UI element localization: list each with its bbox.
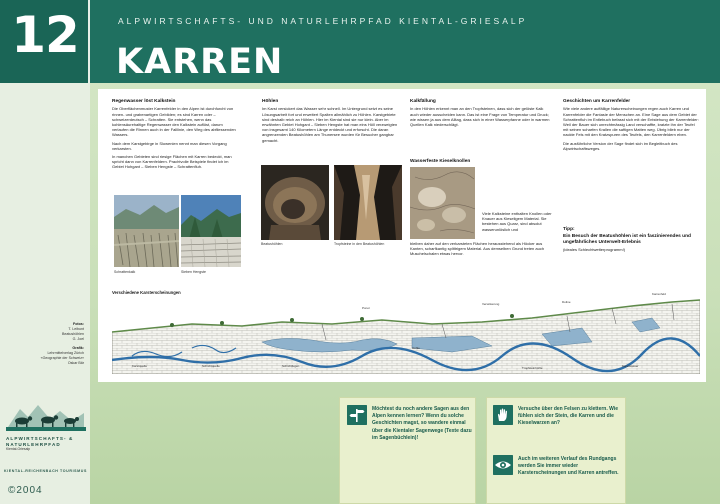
- caption-sieben-hengste: Sieben Hengste: [181, 270, 206, 274]
- paragraph: Wie viele andere auffällige Naturerscheinungen regen auch Karren und Karrenfelder die Fantasie der Menschen an. Eine Sage aus dem Gebiet der Schrattenfluh im Entlebuch befasst sich mit der Entstehung der Karrenfelder: Weil der Bauer sich unrechtmässig Land verschaffte, kratzte ihn der Teufel mit seinen scharfen Krallen die saftigen Matten weg. Übrig blieb nur der nackte Fels mit den Kratzspuren des Teufels, den Karrenfeldern eben.: [563, 106, 699, 138]
- page-title: KARREN: [116, 42, 284, 82]
- tip-heading: Tipp:: [563, 227, 575, 232]
- heading-limestone: Regenwasser löst Kalkstein: [112, 99, 176, 104]
- label-karstwasser: Karstwasser: [622, 364, 639, 368]
- graphics-label: Grafik:: [72, 346, 84, 350]
- paragraph: Im Karst versickert das Wasser sehr schnell. Im Untergrund setzt es seine Lösungsarbeit fort und erweitert Spalten allmählich zu Höhlen. Karstgebiete sind deshalb reich an Höhlen. Hier im Kiental sind sie nur klein. Aber im erwähnten Gebiet Hohgant – Sieben Hengste hat man eins Höll verzweigten von insgesamt 140 Kilometern Länge entdeckt und erforscht. Die daran angrenzenden Beatushöhlen am Thunersee wurden für Besucher gangbar gemacht.: [262, 106, 398, 143]
- photo-tropfsteine: [334, 165, 402, 240]
- label-schichtfugen: Schichtfugen: [282, 364, 300, 368]
- graphics-credit: Oskar Bär: [67, 361, 84, 365]
- tip-note: (ideales Schlechtwetterprogramm!): [563, 247, 626, 253]
- tip-text: Ein Besuch der Beatushöhlen ist ein faszinierendes und ungefährliches Unterwelt-Erlebnis: [563, 234, 691, 245]
- graphics-credit: Lehrmittelverlag Zürich: [47, 351, 84, 355]
- heading-stories: Geschichten um Karrenfelder: [563, 99, 631, 104]
- board-number: 12: [11, 6, 79, 64]
- logo-line3: Kiental-Griesalp: [6, 447, 31, 451]
- label-tropfsteinhoehle: Tropfsteinhöhle: [522, 366, 543, 370]
- label-ponor: Ponor: [362, 306, 371, 310]
- photo-sieben-hengste: [181, 195, 241, 267]
- signpost-icon: [347, 405, 367, 425]
- column-limestone: [112, 99, 240, 173]
- info-text-verlauf: Auch im weiteren Verlauf des Rundgangs werden Sie immer wieder Karsterscheinungen und Karren antreffen.: [518, 456, 619, 477]
- info-text-klettern: Versuche über den Felsen zu klettern. Wie fühlen sich der Stein, die Karren und die Kieselwarzen an?: [518, 406, 618, 427]
- column-caves: [262, 99, 398, 146]
- photo-credit: T. Leibunt: [68, 327, 84, 331]
- label-schichtquelle: Schichtquelle: [202, 364, 220, 368]
- photos-label: Fotos:: [73, 322, 84, 326]
- tip-block: [563, 227, 701, 255]
- content-panel: [98, 89, 706, 382]
- label-doline: Doline: [562, 300, 571, 304]
- caption-beatushoehlen: Beatushöhlen: [261, 242, 283, 246]
- kieselknollen-bottom-text: [410, 241, 556, 260]
- photo-beatushoehlen: [261, 165, 329, 240]
- trail-title: ALPWIRTSCHAFTS- UND NATURLEHRPFAD KIENTAL-GRIESALP: [118, 16, 528, 26]
- paragraph: In manchen Gebieten sind riesige Flächen mit Karren bedeckt, man spricht dann von Karrenfeldern. Prachtvolle Beispiele findet ich im Gebiet Hohgant – Sieben Hengste – Schrattenfluh.: [112, 154, 232, 170]
- cross-section-diagram: [112, 298, 700, 374]
- hand-icon: [493, 405, 513, 425]
- paragraph: Die ausführliche Version der Sage findet sich im Begleitbuch des Alpwirtschaftsweges.: [563, 140, 678, 151]
- photo-schrattenkalk: [114, 195, 179, 267]
- kieselknollen-side-text: [482, 211, 554, 235]
- column-calcite: [410, 99, 552, 130]
- label-hoehle: Höhle: [412, 346, 420, 350]
- heading-calcite: Kalkfällung: [410, 99, 436, 104]
- label-karstquelle: Karstquelle: [132, 364, 148, 368]
- trail-logo: [6, 397, 86, 451]
- board-number-box: [0, 0, 90, 83]
- eye-icon: [493, 455, 513, 475]
- column-stories: [563, 99, 701, 154]
- info-text-sagen: Möchtest du noch andere Sagen aus den Alpen kennen lernen? Wenn du solche Geschichten magst, so wandere einmal über die Kientaler Sagenwege (Texte dazu im Sagenbüchlein)!: [372, 406, 472, 441]
- paragraph: Die Oberflächenmuster Karrenfelder in den Alpen ist durchfurcht von rinnen- und grabenartigen Gebilden; es sind Karren oder – schweizerdeutsch – Schratten. Sie entstehen, wenn das kohlensäurehaltige Regenwasser den Kalkstein auflöst, darum verlaufen die Rinnen auch in der Falllinie, den Weg des abfliessenden Wassers.: [112, 106, 236, 138]
- heading-caves: Höhlen: [262, 99, 279, 104]
- paragraph: In den Höhlen erkennt man an den Tropfsteinen, dass sich der gelöste Kalk auch wieder ausscheiden kann. Das ist eine Frage von Temperatur und Druck; wie wissen ja aus dem Alltag, dass sich in einer Wasserpfanne oder in warmen Quellen Kalk niederschlägt.: [410, 106, 550, 128]
- label-versickerung: Versickerung: [482, 302, 500, 306]
- paragraph: Viele Kalksteine enthalten Knollen oder Knauer aus Kieseligem Material. Sie bestehen aus Quarz, sind absolut wasserunlöslich und: [482, 211, 552, 232]
- paragraph: bleiben daher auf den verkarsteten Flächen herausstehend als Höcker aus Kanten, scharfkantig splittrigem Material. Aus demselben Grund treten auch Muschelschalen etwas hervor.: [410, 241, 545, 257]
- info-box-sagen: [339, 397, 476, 504]
- photo-credit: G. Joel: [72, 337, 84, 341]
- paragraph: Nach dem Karstgebirge in Slowenien nennt man diesen Vorgang verkarsten.: [112, 140, 227, 151]
- karst-cross-section: [112, 290, 700, 374]
- heading-kieselknollen: Wasserfeste Kieselknollen: [410, 159, 471, 164]
- header-band: [0, 0, 720, 83]
- label-karrenfeld: Karrenfeld: [652, 292, 666, 296]
- photo-credit: Beatushöhlen: [62, 332, 84, 336]
- logo-line2: NATURLEHRPFAD: [6, 441, 61, 447]
- logo-cows-icon: [6, 397, 86, 431]
- credits: [4, 322, 84, 366]
- cross-section-title: Verschiedene Karsterscheinungen: [112, 290, 181, 295]
- graphics-credit: «Geographie der Schweiz»: [40, 356, 84, 360]
- caption-schrattenkalk: Schrattenkalk: [114, 270, 136, 274]
- tourism-label: KIENTAL-REICHENBACH TOURISMUS: [4, 469, 87, 473]
- copyright: ©2004: [8, 485, 43, 496]
- photo-kieselknollen: [410, 167, 475, 239]
- subheading-block: [410, 159, 552, 166]
- caption-tropfsteine: Tropfsteine in den Beatushöhlen: [334, 242, 385, 246]
- logo-line1: ALPWIRTSCHAFTS- &: [6, 436, 74, 441]
- info-box-klettern: [486, 397, 626, 504]
